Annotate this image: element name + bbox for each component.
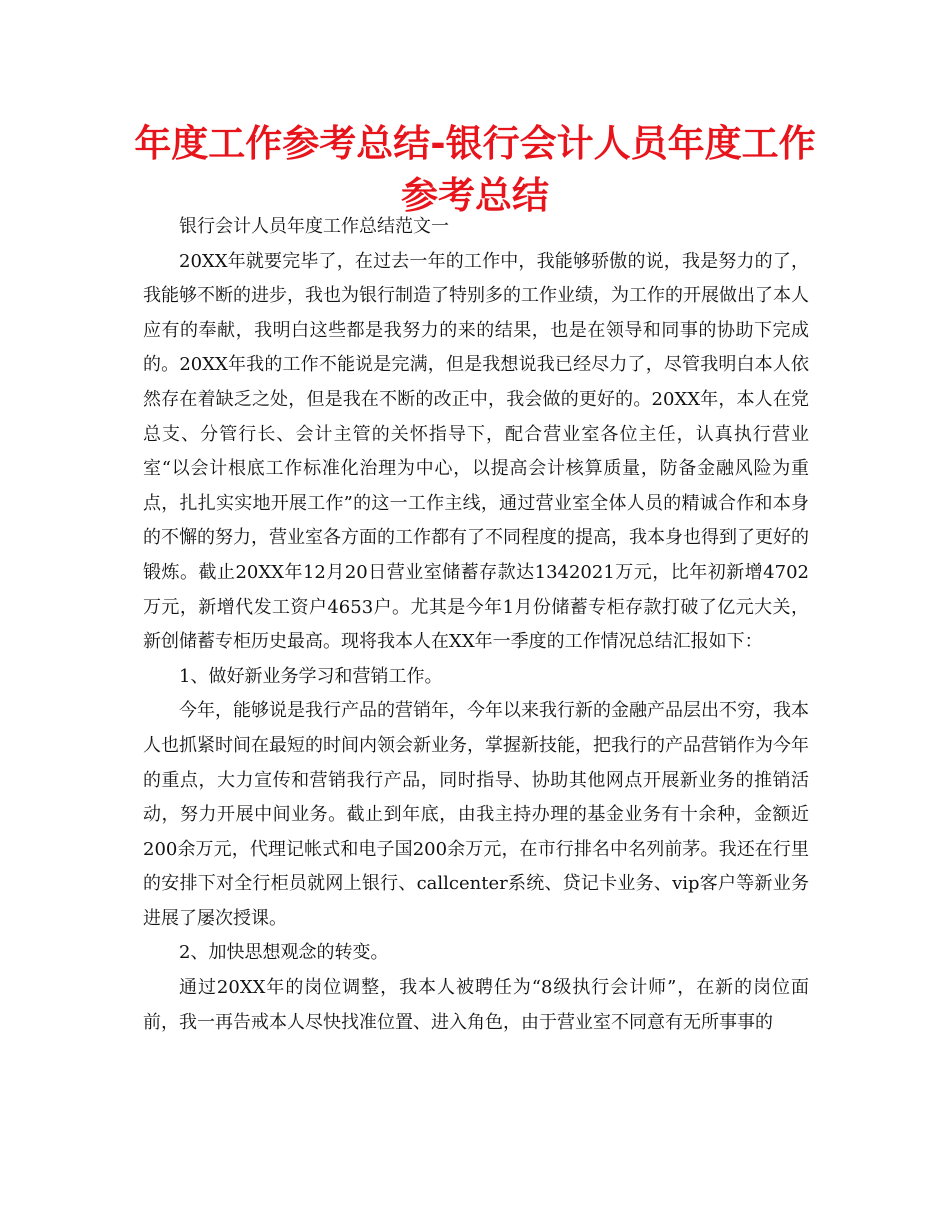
document-title: 年度工作参考总结-银行会计人员年度工作参考总结 xyxy=(134,122,816,217)
paragraph: 今年，能够说是我行产品的营销年，今年以来我行新的金融产品层出不穷，我本人也抓紧时间在最短的时间内领会新业务，掌握新技能，把我行的产品营销作为今年的重点，大力宣传和营销我行产品，同时指导、协助其他网点开展新业务的推销活动，努力开展中间业务。截止到年底，由我主持办理的基金业务有十余种，金额近200余万元，代理记帐式和电子国200余万元，在市行排名中名列前茅。我还在行里的安排下对全行柜员就网上银行、callcenter系统、贷记卡业务、vip客户等新业务进展了屡次授课。 xyxy=(143,700,809,929)
paragraph-subtitle: 银行会计人员年度工作总结范文一 xyxy=(179,216,449,237)
section-heading: 1、做好新业务学习和营销工作。 xyxy=(179,665,443,687)
section-heading: 2、加快思想观念的转变。 xyxy=(179,942,389,964)
paragraph: 20XX年就要完毕了，在过去一年的工作中，我能够骄傲的说，我是努力的了，我能够不断的进步，我也为银行制造了特别多的工作业绩，为工作的开展做出了本人应有的奉献，我明白这些都是我努力的来的结果，也是在领导和同事的协助下完成的。20XX年我的工作不能说是完满，但是我想说我已经尽力了，尽管我明白本人依然存在着缺乏之处，但是我在不断的改正中，我会做的更好的。20XX年，本人在党总支、分管行长、会计主管的关怀指导下，配合营业室各位主任，认真执行营业室“以会计根底工作标准化治理为中心，以提高会计核算质量，防备金融风险为重点，扎扎实实地开展工作”的这一工作主线，通过营业室全体人员的精诚合作和本身的不懈的努力，营业室各方面的工作都有了不同程度的提高，我本身也得到了更好的锻炼。截止20XX年12月20日营业室储蓄存款达1342021万元，比年初新增4702万元，新增代发工资户4653户。尤其是今年1月份储蓄专柜存款打破了亿元大关，新创储蓄专柜历史最高。现将我本人在XX年一季度的工作情况总结汇报如下： xyxy=(143,250,809,653)
document-body xyxy=(143,210,809,1040)
paragraph: 通过20XX年的岗位调整，我本人被聘任为“8级执行会计师”，在新的岗位面前，我一再告戒本人尽快找准位置、进入角色，由于营业室不同意有无所事事的 xyxy=(143,977,809,1033)
